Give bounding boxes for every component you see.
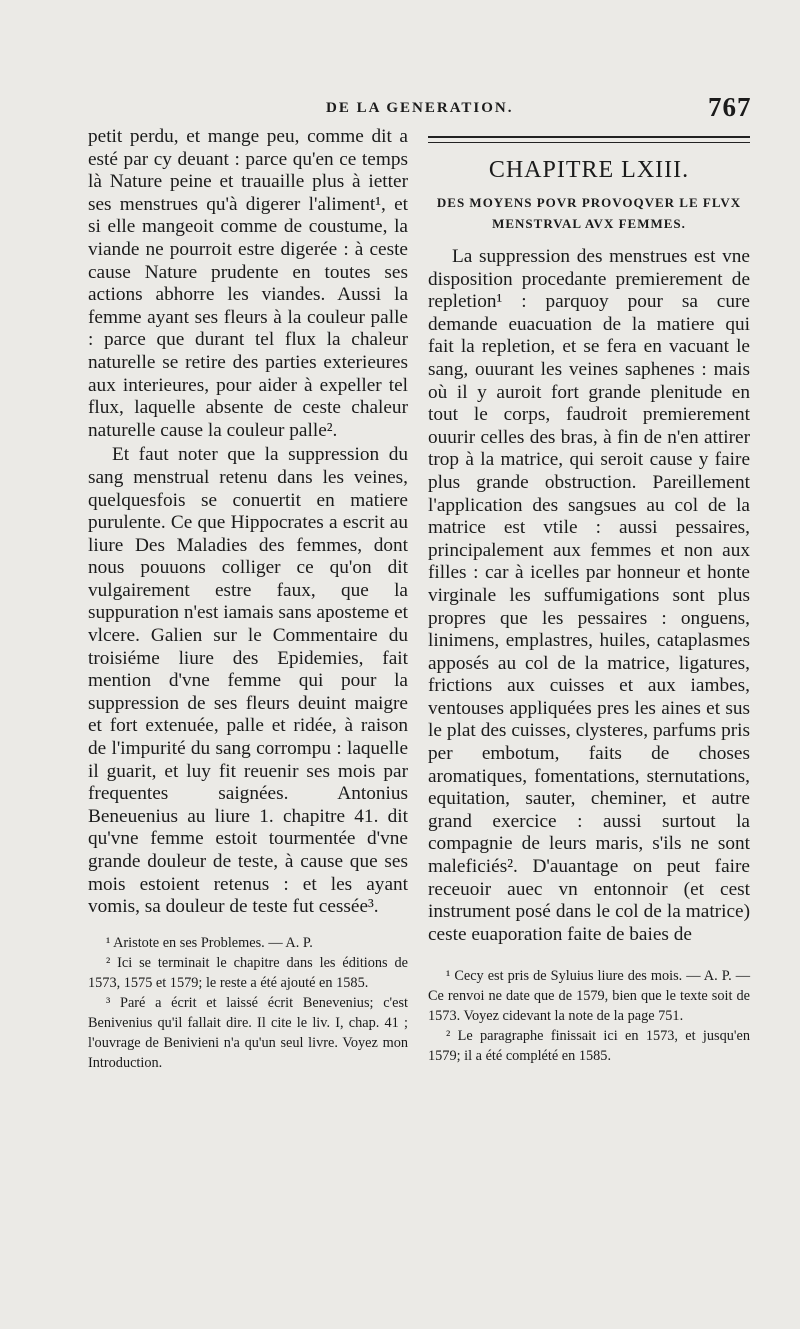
chapter-rule — [428, 136, 750, 143]
chapter-subtitle: DES MOYENS POVR PROVOQVER LE FLVX MENSTRVAL AVX FEMMES. — [436, 195, 742, 231]
right-footnote-1: ¹ Cecy est pris de Syluius liure des mois. — A. P. — Ce renvoi ne date que de 1579, bien que le texte soit de 1573. Voyez cidevant la note de la page 751. — [428, 968, 750, 1025]
left-footnote-1: ¹ Aristote en ses Problemes. — A. P. — [106, 934, 313, 951]
left-footnote-2: ² Ici se terminait le chapitre dans les éditions de 1573, 1575 et 1579; le reste a été ajouté en 1585. — [88, 954, 408, 991]
right-footnote-2: ² Le paragraphe finissait ici en 1573, et jusqu'en 1579; il a été complété en 1585. — [428, 1028, 750, 1065]
running-head-title: DE LA GENERATION. — [326, 100, 514, 116]
left-footnote-3: ³ Paré a écrit et laissé écrit Benevenius; c'est Benivenius qu'il fallait dire. Il cite le liv. I, chap. 41 ; l'ouvrage de Benivieni n'a qu'un seul livre. Voyez mon Introduction. — [88, 994, 408, 1071]
left-footnotes — [88, 933, 408, 1073]
page-number: 767 — [708, 92, 752, 122]
left-column — [88, 126, 408, 1073]
chapter-title: CHAPITRE LXIII. — [488, 157, 690, 183]
right-paragraph-1: La suppression des menstrues est vne disposition procedante premierement de repletion¹ : parquoy pour sa cure demande euacuation de la matiere qui fait la repletion, et se fera en vacuant le sang, ouurant les veines saphenes : mais où il y auroit fort grande plenitude en tout le corps, faudroit premierement ouurir celles des bras, à fin de n'en attirer trop à la matrice, qui seroit cause y faire plus grande obstruction. Pareillement l'application des sangsues au col de la matrice est vtile : aussi pessaires, principalement aux femmes et non aux filles : car à icelles par honneur et honte virginale les suffumigations sont plus propres que les pessaires : onguens, linimens, emplastres, huiles, cataplasmes apposés au col de la matrice, ligatures, frictions aux cuisses et aux iambes, ventouses appliquées pres les aines et sus le plat des cuisses, clysteres, parfums pris per embotum, faits de choses aromatiques, fomentations, sternutations, equitation, sauter, cheminer, et autre grand exercice : aussi surtout la compagnie de leurs maris, s'ils ne sont maleficiés². D'auantage on peut faire receuoir auec vn entonnoir (et cest instrument posé dans le col de la matrice) ceste euaporation faite de baies de — [428, 246, 750, 945]
left-paragraph-1: petit perdu, et mange peu, comme dit a esté par cy deuant : parce qu'en ce temps là Nature peine et trauaille plus à ietter ses menstrues qu'à digerer l'aliment¹, et si elle mangeoit comme de coustume, la viande ne pourroit estre digerée : à ceste cause Nature prudente en toutes ses actions abhorre les viandes. Aussi la femme ayant ses fleurs à la couleur palle : parce que durant tel flux la chaleur naturelle se retire des parties exterieures aux interieures, pour aider à expeller tel flux, laquelle absente de ceste chaleur naturelle cause la couleur palle². — [88, 126, 408, 441]
right-column — [428, 126, 750, 1066]
right-footnotes — [428, 966, 750, 1066]
left-paragraph-2: Et faut noter que la suppression du sang menstrual retenu dans les veines, quelquesfois se conuertit en matiere purulente. Ce que Hippocrates a escrit au liure Des Maladies des femmes, dont nous pouuons colliger ce qu'on dit vulgairement estre faux, que la suppuration n'est iamais sans aposteme et vlcere. Galien sur le Commentaire du troisiéme liure des Epidemies, fait mention d'vne femme qui pour la suppression de ses fleurs deuint maigre et fort extenuée, palle et ridée, à raison de l'impurité du sang corrompu : laquelle il guarit, et luy fit reuenir ses mois par frequentes saignées. Antonius Beneuenius au liure 1. chapitre 41. dit qu'vne femme estoit tourmentée d'vne grande douleur de teste, à cause que ses mois estoient retenus : et les ayant vomis, sa douleur de teste fut cessée³. — [88, 444, 408, 918]
